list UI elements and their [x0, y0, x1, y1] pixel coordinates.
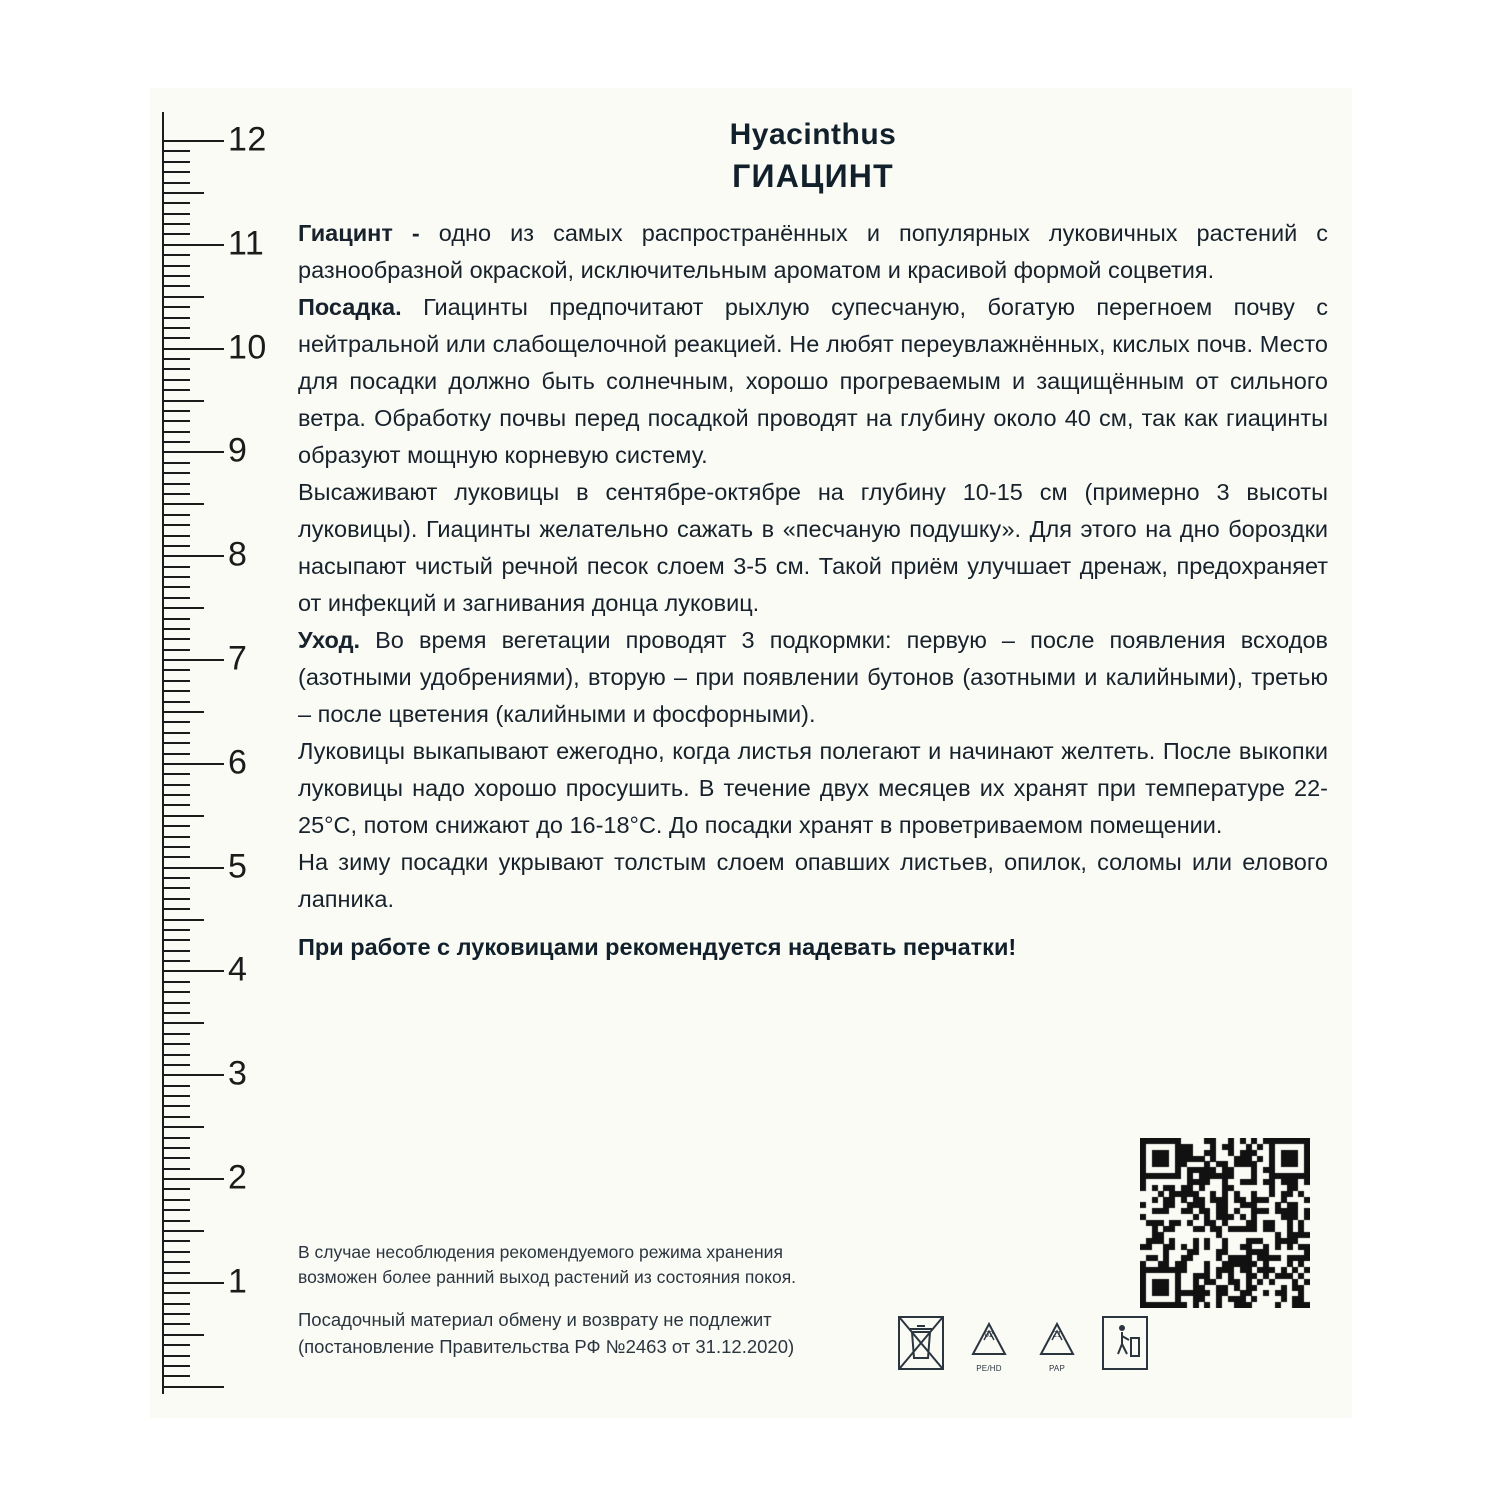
recycle-triangle-icon-pap [1034, 1316, 1080, 1373]
ruler-label: 4 [228, 950, 248, 989]
ruler-tick-minor [164, 804, 190, 806]
ruler-tick-minor [164, 317, 190, 319]
ruler-tick-minor [164, 1033, 190, 1035]
ruler-tick-minor [164, 1251, 190, 1253]
ruler-tick-minor [164, 192, 204, 194]
paragraph: Посадка. Гиацинты предпочитают рыхлую супесчаную, богатую перегноем почву с нейтральной или слабощелочной реакцией. Не любят переувлажнённых, кислых почв. Место для посадки должно быть солнечным, хорошо прогреваемым и защищённым от сильного ветра. Обработку почвы перед посадкой проводят на глубину около 40 см, так как гиацинты образуют мощную корневую систему. [298, 294, 1328, 468]
ruler-tick-minor [164, 472, 190, 474]
ruler-tick-minor [164, 1272, 190, 1274]
ruler-tick-minor [164, 742, 190, 744]
ruler-tick-minor [164, 1240, 190, 1242]
ruler-tick-minor [164, 400, 204, 402]
ruler-tick-minor [164, 265, 190, 267]
recycle-label-pap: PAP [1048, 1364, 1065, 1373]
storage-note-line-1: В случае несоблюдения рекомендуемого режима хранения [298, 1242, 783, 1262]
ruler-tick-minor [164, 337, 190, 339]
ruler-tick-minor [164, 503, 204, 505]
recycle-label-pehd: PE/HD [976, 1364, 1002, 1373]
ruler-tick-major [164, 867, 224, 869]
ruler-scale [150, 112, 275, 1394]
ruler-tick-minor [164, 887, 190, 889]
ruler-tick-minor [164, 690, 190, 692]
ruler-tick-minor [164, 856, 190, 858]
ruler-tick-minor [164, 773, 190, 775]
ruler-tick-minor [164, 1220, 190, 1222]
ruler-tick-minor [164, 1168, 190, 1170]
ruler-tick-minor [164, 1209, 190, 1211]
ruler-tick-minor [164, 711, 204, 713]
return-note-line-2: (постановление Правительства РФ №2463 от 31.12.2020) [298, 1336, 795, 1357]
ruler-tick-minor [164, 483, 190, 485]
ruler-tick-minor [164, 1002, 190, 1004]
ruler-tick-minor [164, 358, 190, 360]
ruler-label: 8 [228, 535, 248, 574]
ruler-tick-minor [164, 1188, 190, 1190]
ruler-tick-minor [164, 524, 190, 526]
ruler-tick-major [164, 659, 224, 661]
recycle-triangle-icon-pehd [966, 1316, 1012, 1373]
bin-man-icon [1102, 1316, 1148, 1370]
ruler-label: 7 [228, 639, 248, 678]
ruler-tick-minor [164, 514, 190, 516]
ruler-tick-minor [164, 701, 190, 703]
paragraph: Уход. Во время вегетации проводят 3 подкормки: первую – после появления всходов (азотными удобрениями), вторую – при появлении бутонов (азотными и калийными), третью – после цветения (калийными и фосфорными). [298, 627, 1328, 727]
ruler-tick-minor [164, 1323, 190, 1325]
ruler-tick-minor [164, 1355, 190, 1357]
ruler-tick-minor [164, 296, 204, 298]
ruler-tick-minor [164, 493, 190, 495]
ruler-tick-minor [164, 1137, 190, 1139]
ruler-tick-minor [164, 628, 190, 630]
ruler-tick-major [164, 451, 224, 453]
ruler-tick-minor [164, 919, 204, 921]
title-latin: Hyacinthus [729, 118, 897, 151]
ruler-tick-minor [164, 1022, 204, 1024]
ruler-tick-major [164, 763, 224, 765]
ruler-tick-minor [164, 410, 190, 412]
ruler-tick-major [164, 348, 224, 350]
ruler-label: 3 [228, 1054, 248, 1093]
ruler-tick-minor [164, 535, 190, 537]
storage-note-line-2: возможен более ранний выход растений из состояния покоя. [298, 1267, 797, 1287]
ruler-tick-minor [164, 950, 190, 952]
ruler-tick-minor [164, 441, 190, 443]
ruler-tick-minor [164, 431, 190, 433]
gloves-warning: При работе с луковицами рекомендуется надевать перчатки! [298, 934, 1017, 960]
ruler-tick-minor [164, 213, 190, 215]
paragraph-lead: Посадка. [298, 294, 424, 320]
ruler-tick-minor [164, 161, 190, 163]
no-trash-bin-icon [898, 1316, 944, 1370]
ruler-tick-minor [164, 1303, 190, 1305]
ruler-tick-minor [164, 389, 190, 391]
ruler-tick-minor [164, 669, 190, 671]
ruler-tick-minor [164, 223, 190, 225]
ruler-tick-minor [164, 939, 190, 941]
ruler-tick-minor [164, 182, 190, 184]
ruler-tick-minor [164, 784, 190, 786]
ruler-label: 1 [228, 1262, 248, 1301]
ruler-label: 6 [228, 743, 248, 782]
ruler-tick-minor [164, 576, 190, 578]
ruler-tick-minor [164, 275, 190, 277]
ruler-tick-minor [164, 898, 190, 900]
ruler-tick-minor [164, 597, 190, 599]
page-title: ГИАЦИНТ [732, 158, 894, 194]
ruler-tick-minor [164, 1064, 190, 1066]
ruler-tick-minor [164, 1375, 190, 1377]
ruler-tick-major [164, 244, 224, 246]
ruler-label: 12 [228, 120, 267, 159]
ruler-tick-minor [164, 1199, 190, 1201]
ruler-tick-minor [164, 680, 190, 682]
ruler-tick-minor [164, 150, 190, 152]
ruler-tick-major [164, 970, 224, 972]
paragraph: Гиацинт - одно из самых распространённых и популярных луковичных растений с разнообразной окраской, исключительным ароматом и красивой формой соцветия. [298, 220, 1328, 283]
ruler-tick-minor [164, 254, 190, 256]
ruler-tick-minor [164, 1126, 204, 1128]
ruler-tick-minor [164, 1344, 190, 1346]
ruler-tick-minor [164, 1085, 190, 1087]
ruler-tick-minor [164, 638, 190, 640]
paragraph: На зиму посадки укрывают толстым слоем опавших листьев, опилок, соломы или елового лапника. [298, 849, 1328, 912]
ruler-tick-minor [164, 202, 190, 204]
ruler-tick-minor [164, 877, 190, 879]
ruler-tick-minor [164, 545, 190, 547]
paragraph-lead: Уход. [298, 627, 376, 653]
ruler-tick-minor [164, 171, 190, 173]
ruler-tick-minor [164, 285, 190, 287]
ruler-tick-minor [164, 846, 190, 848]
ruler-tick-minor [164, 379, 190, 381]
ruler-tick-minor [164, 368, 190, 370]
recycle-number-pehd: 02 [984, 1330, 994, 1339]
ruler-tick-major [164, 140, 224, 142]
return-note [298, 1306, 1328, 1360]
ruler-tick-minor [164, 566, 190, 568]
ruler-tick-minor [164, 1365, 190, 1367]
content-area [298, 118, 1328, 964]
ruler-tick-minor [164, 825, 190, 827]
paragraph-lead: Гиацинт - [298, 220, 439, 246]
ruler-tick-minor [164, 929, 190, 931]
paragraph: Луковицы выкапывают ежегодно, когда листья полегают и начинают желтеть. После выкопки луковицы надо хорошо просушить. В течение двух месяцев их хранят при температуре 22-25°С, потом снижают до 16-18°С. До посадки хранят в проветриваемом помещении. [298, 738, 1328, 838]
ruler-tick-minor [164, 1334, 204, 1336]
packaging-marks [898, 1316, 1148, 1373]
ruler-tick-minor [164, 981, 190, 983]
ruler-tick-minor [164, 836, 190, 838]
ruler-tick-minor [164, 1054, 190, 1056]
ruler-tick-minor [164, 991, 190, 993]
ruler-tick-major [164, 555, 224, 557]
ruler-label: 2 [228, 1158, 248, 1197]
ruler-tick-minor [164, 1012, 190, 1014]
ruler-tick-minor [164, 607, 204, 609]
qr-code[interactable] [1140, 1138, 1310, 1308]
paragraph: Высаживают луковицы в сентябре-октябре на глубину 10-15 см (примерно 3 высоты луковицы). Гиацинты желательно сажать в «песчаную подушку». Для этого на дно бороздки насыпают чистый речной песок слоем 3-5 см. Такой приём улучшает дренаж, предохраняет от инфекций и загнивания донца луковиц. [298, 479, 1328, 616]
ruler-tick-minor [164, 586, 190, 588]
footer [298, 1240, 1328, 1373]
ruler-label: 5 [228, 847, 248, 886]
ruler-tick-minor [164, 233, 190, 235]
ruler-tick-minor [164, 1261, 190, 1263]
ruler-tick-minor [164, 1095, 190, 1097]
description-text [298, 215, 1328, 918]
ruler-tick-major [164, 1386, 224, 1388]
ruler-tick-major [164, 1074, 224, 1076]
ruler-tick-minor [164, 649, 190, 651]
ruler-label: 11 [228, 224, 265, 263]
ruler-tick-minor [164, 1313, 190, 1315]
seed-packet-back [150, 88, 1352, 1418]
ruler-tick-minor [164, 1043, 190, 1045]
ruler-tick-minor [164, 908, 190, 910]
ruler-tick-minor [164, 721, 190, 723]
ruler-tick-minor [164, 732, 190, 734]
ruler-tick-minor [164, 462, 190, 464]
ruler-tick-minor [164, 1292, 190, 1294]
ruler-tick-minor [164, 815, 204, 817]
ruler-tick-minor [164, 960, 190, 962]
ruler-tick-minor [164, 420, 190, 422]
ruler-tick-minor [164, 1116, 190, 1118]
ruler-tick-minor [164, 1157, 190, 1159]
ruler-label: 9 [228, 431, 248, 470]
ruler-tick-minor [164, 753, 190, 755]
ruler-tick-major [164, 1178, 224, 1180]
ruler-tick-major [164, 1282, 224, 1284]
ruler-tick-minor [164, 1230, 204, 1232]
ruler-tick-minor [164, 794, 190, 796]
ruler-tick-minor [164, 327, 190, 329]
ruler-tick-minor [164, 1147, 190, 1149]
recycle-number-pap: 21 [1052, 1330, 1062, 1339]
ruler-tick-minor [164, 306, 190, 308]
ruler-label: 10 [228, 328, 267, 367]
return-note-line-1: Посадочный материал обмену и возврату не подлежит [298, 1309, 772, 1330]
ruler-tick-minor [164, 618, 190, 620]
ruler-tick-minor [164, 1105, 190, 1107]
